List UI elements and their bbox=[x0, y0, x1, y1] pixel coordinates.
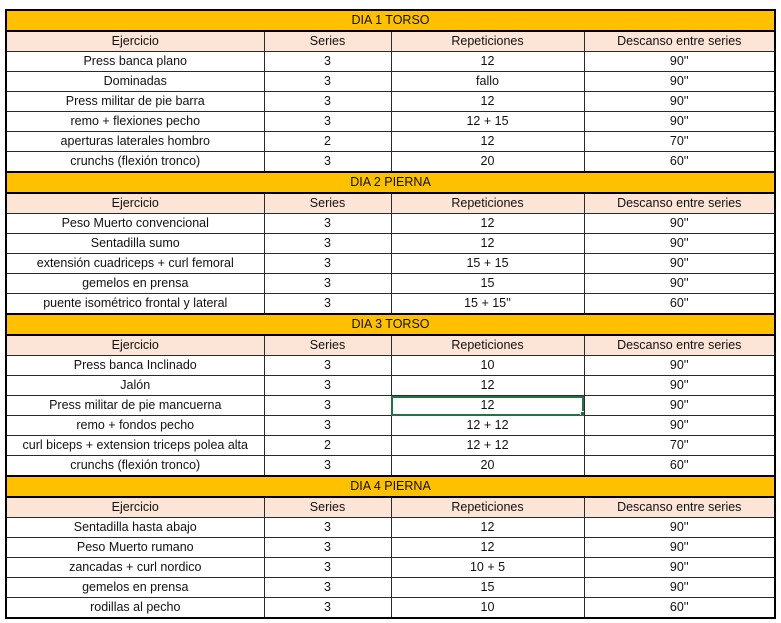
exercise-cell[interactable]: Press militar de pie barra bbox=[6, 92, 264, 112]
series-cell[interactable]: 3 bbox=[264, 274, 391, 294]
reps-cell[interactable]: 12 + 15 bbox=[391, 112, 584, 132]
rest-cell[interactable]: 70'' bbox=[584, 132, 775, 152]
series-cell[interactable]: 3 bbox=[264, 152, 391, 173]
reps-cell[interactable]: 20 bbox=[391, 456, 584, 477]
rest-cell[interactable]: 90'' bbox=[584, 234, 775, 254]
column-header-series[interactable]: Series bbox=[264, 497, 391, 518]
exercise-cell[interactable]: Peso Muerto convencional bbox=[6, 214, 264, 234]
exercise-row bbox=[6, 112, 775, 132]
reps-cell[interactable]: 12 bbox=[391, 538, 584, 558]
exercise-cell[interactable]: zancadas + curl nordico bbox=[6, 558, 264, 578]
exercise-cell[interactable]: rodillas al pecho bbox=[6, 598, 264, 619]
exercise-row bbox=[6, 72, 775, 92]
exercise-cell[interactable]: Dominadas bbox=[6, 72, 264, 92]
exercise-cell[interactable]: puente isométrico frontal y lateral bbox=[6, 294, 264, 315]
series-cell[interactable]: 3 bbox=[264, 456, 391, 477]
exercise-row bbox=[6, 234, 775, 254]
exercise-row bbox=[6, 254, 775, 274]
exercise-cell[interactable]: crunchs (flexión tronco) bbox=[6, 152, 264, 173]
series-cell[interactable]: 3 bbox=[264, 214, 391, 234]
rest-cell[interactable]: 90'' bbox=[584, 112, 775, 132]
reps-cell[interactable]: 10 + 5 bbox=[391, 558, 584, 578]
rest-cell[interactable]: 90'' bbox=[584, 214, 775, 234]
column-header-exercise[interactable]: Ejercicio bbox=[6, 193, 264, 214]
series-cell[interactable]: 3 bbox=[264, 416, 391, 436]
reps-cell[interactable]: fallo bbox=[391, 72, 584, 92]
day-title-row bbox=[6, 172, 775, 193]
series-cell[interactable]: 3 bbox=[264, 356, 391, 376]
column-header-series[interactable]: Series bbox=[264, 31, 391, 52]
rest-cell[interactable]: 90'' bbox=[584, 52, 775, 72]
exercise-row bbox=[6, 598, 775, 619]
column-header-exercise[interactable]: Ejercicio bbox=[6, 31, 264, 52]
column-header-exercise[interactable]: Ejercicio bbox=[6, 335, 264, 356]
day-title-cell[interactable]: DIA 2 PIERNA bbox=[6, 172, 775, 193]
exercise-cell[interactable]: Jalón bbox=[6, 376, 264, 396]
column-header-reps[interactable]: Repeticiones bbox=[391, 497, 584, 518]
series-cell[interactable]: 3 bbox=[264, 234, 391, 254]
rest-cell[interactable]: 90'' bbox=[584, 356, 775, 376]
day-title-row bbox=[6, 10, 775, 31]
exercise-cell[interactable]: Press banca Inclinado bbox=[6, 356, 264, 376]
exercise-row bbox=[6, 456, 775, 477]
exercise-row bbox=[6, 52, 775, 72]
reps-cell[interactable]: 15 bbox=[391, 274, 584, 294]
column-header-reps[interactable]: Repeticiones bbox=[391, 193, 584, 214]
rest-cell[interactable]: 90'' bbox=[584, 376, 775, 396]
day-title-cell[interactable]: DIA 4 PIERNA bbox=[6, 476, 775, 497]
exercise-row bbox=[6, 376, 775, 396]
exercise-row bbox=[6, 518, 775, 538]
exercise-cell[interactable]: remo + fondos pecho bbox=[6, 416, 264, 436]
reps-cell[interactable]: 20 bbox=[391, 152, 584, 173]
column-header-row bbox=[6, 497, 775, 518]
rest-cell[interactable]: 90'' bbox=[584, 254, 775, 274]
rest-cell[interactable]: 90'' bbox=[584, 92, 775, 112]
exercise-row bbox=[6, 396, 775, 416]
rest-cell[interactable]: 90'' bbox=[584, 274, 775, 294]
reps-cell[interactable]: 15 + 15 bbox=[391, 254, 584, 274]
exercise-cell[interactable]: Sentadilla sumo bbox=[6, 234, 264, 254]
day-title-row bbox=[6, 314, 775, 335]
series-cell[interactable]: 3 bbox=[264, 92, 391, 112]
column-header-rest[interactable]: Descanso entre series bbox=[584, 497, 775, 518]
exercise-row bbox=[6, 92, 775, 112]
column-header-row bbox=[6, 193, 775, 214]
exercise-cell[interactable]: curl biceps + extension triceps polea alta bbox=[6, 436, 264, 456]
series-cell[interactable]: 3 bbox=[264, 112, 391, 132]
exercise-row bbox=[6, 274, 775, 294]
column-header-rest[interactable]: Descanso entre series bbox=[584, 335, 775, 356]
reps-cell[interactable]: 12 bbox=[391, 214, 584, 234]
exercise-cell[interactable]: Press banca plano bbox=[6, 52, 264, 72]
series-cell[interactable]: 2 bbox=[264, 436, 391, 456]
column-header-series[interactable]: Series bbox=[264, 193, 391, 214]
exercise-row bbox=[6, 294, 775, 315]
series-cell[interactable]: 3 bbox=[264, 518, 391, 538]
day-title-cell[interactable]: DIA 3 TORSO bbox=[6, 314, 775, 335]
exercise-row bbox=[6, 436, 775, 456]
day-title-row bbox=[6, 476, 775, 497]
series-cell[interactable]: 3 bbox=[264, 538, 391, 558]
column-header-row bbox=[6, 335, 775, 356]
series-cell[interactable]: 3 bbox=[264, 376, 391, 396]
exercise-row bbox=[6, 416, 775, 436]
reps-cell[interactable]: 12 + 12 bbox=[391, 416, 584, 436]
reps-cell[interactable]: 12 bbox=[391, 92, 584, 112]
series-cell[interactable]: 3 bbox=[264, 254, 391, 274]
column-header-row bbox=[6, 31, 775, 52]
exercise-cell[interactable]: aperturas laterales hombro bbox=[6, 132, 264, 152]
exercise-cell[interactable]: crunchs (flexión tronco) bbox=[6, 456, 264, 477]
column-header-rest[interactable]: Descanso entre series bbox=[584, 31, 775, 52]
exercise-cell[interactable]: gemelos en prensa bbox=[6, 578, 264, 598]
day-title-cell[interactable]: DIA 1 TORSO bbox=[6, 10, 775, 31]
exercise-row bbox=[6, 356, 775, 376]
reps-cell[interactable]: 12 + 12 bbox=[391, 436, 584, 456]
series-cell[interactable]: 3 bbox=[264, 396, 391, 416]
rest-cell[interactable]: 90'' bbox=[584, 416, 775, 436]
rest-cell[interactable]: 60'' bbox=[584, 294, 775, 315]
rest-cell[interactable]: 90'' bbox=[584, 72, 775, 92]
series-cell[interactable]: 3 bbox=[264, 52, 391, 72]
exercise-cell[interactable]: Sentadilla hasta abajo bbox=[6, 518, 264, 538]
reps-cell[interactable]: 15 bbox=[391, 578, 584, 598]
column-header-reps[interactable]: Repeticiones bbox=[391, 31, 584, 52]
reps-cell[interactable]: 12 bbox=[391, 234, 584, 254]
spreadsheet-body bbox=[6, 10, 775, 618]
rest-cell[interactable]: 90'' bbox=[584, 578, 775, 598]
reps-cell[interactable]: 12 bbox=[391, 376, 584, 396]
rest-cell[interactable]: 90'' bbox=[584, 538, 775, 558]
exercise-cell[interactable]: extensión cuadriceps + curl femoral bbox=[6, 254, 264, 274]
column-header-reps[interactable]: Repeticiones bbox=[391, 335, 584, 356]
reps-cell[interactable]: 10 bbox=[391, 356, 584, 376]
series-cell[interactable]: 3 bbox=[264, 294, 391, 315]
exercise-row bbox=[6, 132, 775, 152]
reps-cell[interactable]: 15 + 15'' bbox=[391, 294, 584, 315]
rest-cell[interactable]: 90'' bbox=[584, 518, 775, 538]
rest-cell[interactable]: 60'' bbox=[584, 598, 775, 619]
series-cell[interactable]: 3 bbox=[264, 598, 391, 619]
exercise-row bbox=[6, 214, 775, 234]
rest-cell[interactable]: 60'' bbox=[584, 456, 775, 477]
rest-cell[interactable]: 60'' bbox=[584, 152, 775, 173]
exercise-cell[interactable]: Peso Muerto rumano bbox=[6, 538, 264, 558]
exercise-row bbox=[6, 578, 775, 598]
column-header-exercise[interactable]: Ejercicio bbox=[6, 497, 264, 518]
exercise-cell[interactable]: remo + flexiones pecho bbox=[6, 112, 264, 132]
rest-cell[interactable]: 90'' bbox=[584, 558, 775, 578]
series-cell[interactable]: 3 bbox=[264, 558, 391, 578]
series-cell[interactable]: 3 bbox=[264, 72, 391, 92]
workout-spreadsheet bbox=[5, 9, 776, 619]
exercise-row bbox=[6, 538, 775, 558]
reps-cell[interactable]: 12 bbox=[391, 132, 584, 152]
column-header-rest[interactable]: Descanso entre series bbox=[584, 193, 775, 214]
exercise-cell[interactable]: Press militar de pie mancuerna bbox=[6, 396, 264, 416]
exercise-row bbox=[6, 558, 775, 578]
reps-cell[interactable]: 12 bbox=[391, 52, 584, 72]
selected-cell[interactable]: 12 bbox=[391, 396, 584, 416]
column-header-series[interactable]: Series bbox=[264, 335, 391, 356]
reps-cell[interactable]: 10 bbox=[391, 598, 584, 619]
exercise-row bbox=[6, 152, 775, 173]
series-cell[interactable]: 2 bbox=[264, 132, 391, 152]
reps-cell[interactable]: 12 bbox=[391, 518, 584, 538]
rest-cell[interactable]: 70'' bbox=[584, 436, 775, 456]
rest-cell[interactable]: 90'' bbox=[584, 396, 775, 416]
exercise-cell[interactable]: gemelos en prensa bbox=[6, 274, 264, 294]
series-cell[interactable]: 3 bbox=[264, 578, 391, 598]
